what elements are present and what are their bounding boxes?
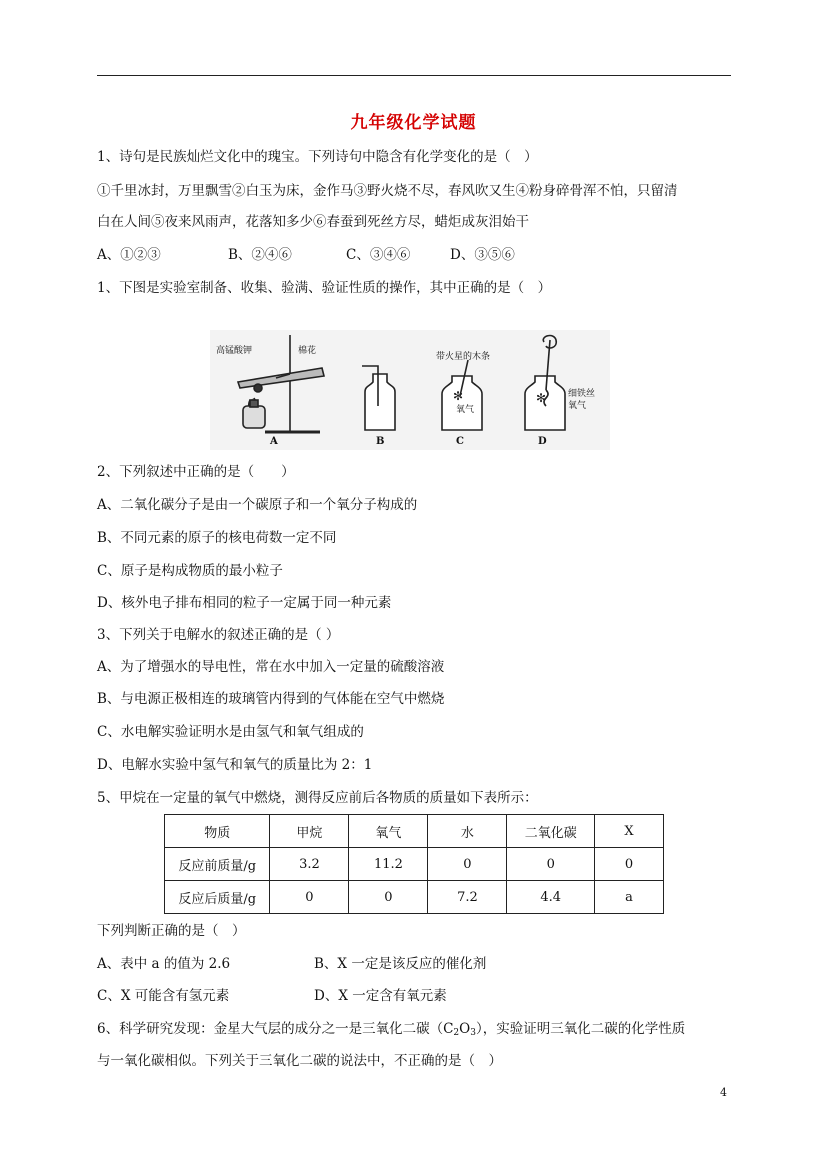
table-row [165,848,664,881]
q6-subscript-3: 3 [470,1028,476,1038]
table-cell: 反应前质量/g [165,848,270,881]
table-header-cell: 氧气 [349,815,428,848]
label-glowing-splint: 带火星的木条 [436,352,491,362]
letter-c: C [456,436,464,447]
q3-stem: 3、下列关于电解水的叙述正确的是（ ） [97,627,340,643]
q6-line1-start: 6、科学研究发现：金星大气层的成分之一是三氧化二碳（C [97,1021,454,1037]
q5-followup: 下列判断正确的是（ ） [97,923,246,939]
q5-option-d: D、X 一定含有氧元素 [314,988,447,1004]
q6-oxygen-symbol: O [459,1021,471,1037]
letter-a: A [270,436,278,447]
table-cell: 7.2 [428,881,507,914]
q3-option-c: C、水电解实验证明水是由氢气和氧气组成的 [97,724,364,740]
label-potassium-permanganate: 高锰酸钾 [216,346,253,356]
label-cotton: 棉花 [298,346,317,356]
q1-stem: 1、诗句是民族灿烂文化中的瑰宝。下列诗句中隐含有化学变化的是（ ） [97,149,538,165]
q3-option-b: B、与电源正极相连的玻璃管内得到的气体能在空气中燃烧 [97,691,445,707]
q2-option-c: C、原子是构成物质的最小粒子 [97,563,283,579]
q2-option-a: A、二氧化碳分子是由一个碳原子和一个氧分子构成的 [97,497,418,513]
table-cell: 0 [428,848,507,881]
table-cell: 4.4 [507,881,595,914]
header-rule [97,75,731,76]
mass-data-table [164,814,664,914]
q5-stem: 5、甲烷在一定量的氧气中燃烧，测得反应前后各物质的质量如下表所示： [97,790,538,806]
table-header-cell: 甲烷 [270,815,349,848]
q1-text-line2: 白在人间⑤夜来风雨声，花落知多少⑥春蚕到死丝方尽，蜡炬成灰泪始干 [97,214,529,230]
q2-option-b: B、不同元素的原子的核电荷数一定不同 [97,530,337,546]
label-fine-iron-wire: 细铁丝 [568,389,596,399]
q3-option-a: A、为了增强水的导电性，常在水中加入一定量的硫酸溶液 [97,659,445,675]
table-header-cell: 二氧化碳 [507,815,595,848]
lab-apparatus-figure [210,330,610,450]
q6-line1 [97,1020,685,1042]
table-header-cell: X [595,815,664,848]
table-cell: 0 [349,881,428,914]
table-header-row [165,815,664,848]
svg-text:✻: ✻ [453,389,464,403]
table-cell: 3.2 [270,848,349,881]
table-cell: 11.2 [349,848,428,881]
table-cell: 0 [270,881,349,914]
q6-subscript-2: 2 [453,1028,460,1038]
svg-text:✻: ✻ [536,391,547,405]
page-title: 九年级化学试题 [350,113,477,133]
q6-line1-end: ），实验证明三氧化二碳的化学性质 [475,1021,686,1037]
q1-option-c: C、③④⑥ [346,247,411,263]
table-cell: 0 [507,848,595,881]
table-header-cell: 物质 [165,815,270,848]
letter-b: B [376,436,385,447]
q5-option-c: C、X 可能含有氢元素 [97,988,230,1004]
q5-option-a: A、表中 a 的值为 2.6 [97,956,231,972]
label-oxygen-c: 氧气 [456,405,475,415]
q1-option-a: A、①②③ [97,247,161,263]
q1b-stem: 1、下图是实验室制备、收集、验满、验证性质的操作，其中正确的是（ ） [97,280,552,296]
q1-option-d: D、③⑤⑥ [450,247,515,263]
table-header-cell: 水 [428,815,507,848]
table-cell: a [595,881,664,914]
q1-option-b: B、②④⑥ [228,247,292,263]
q2-stem: 2、下列叙述中正确的是（ ） [97,464,295,480]
table-row [165,881,664,914]
label-oxygen-d: 氧气 [568,401,587,411]
table-cell: 反应后质量/g [165,881,270,914]
q1-text-line1: ①千里冰封，万里飘雪②白玉为床，金作马③野火烧不尽，春风吹又生④粉身碎骨浑不怕，只留清 [97,183,678,199]
page-number: 4 [720,1086,727,1099]
letter-d: D [538,436,547,447]
q5-option-b: B、X 一定是该反应的催化剂 [314,956,487,972]
q3-option-d: D、电解水实验中氢气和氧气的质量比为 2：1 [97,757,373,773]
q2-option-d: D、核外电子排布相同的粒子一定属于同一种元素 [97,595,392,611]
q6-line2: 与一氧化碳相似。下列关于三氧化二碳的说法中，不正确的是（ ） [97,1053,502,1069]
table-cell: 0 [595,848,664,881]
